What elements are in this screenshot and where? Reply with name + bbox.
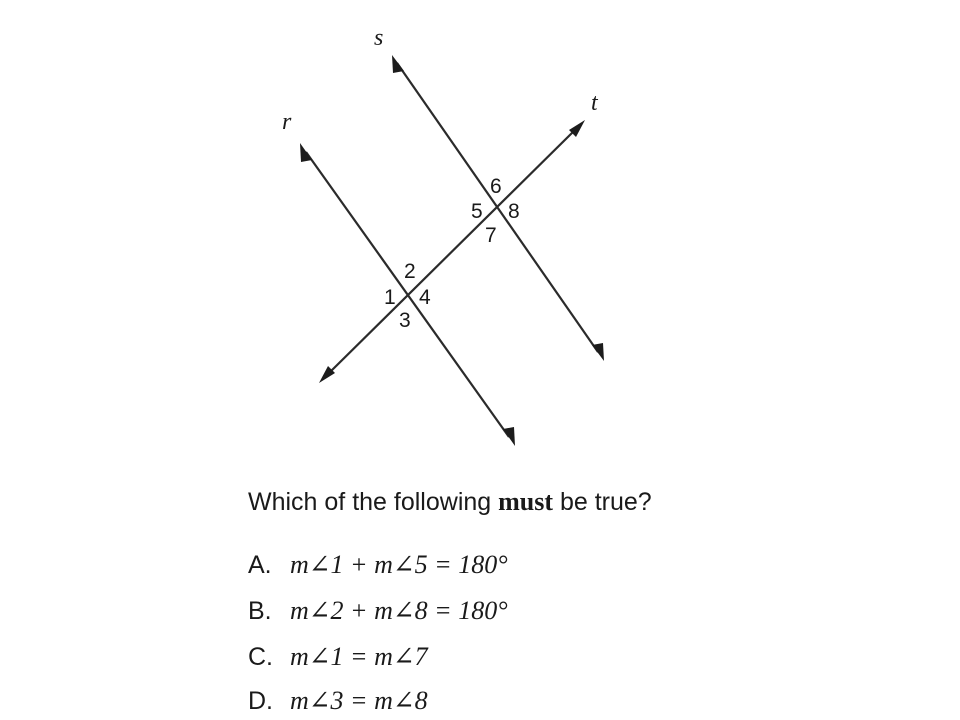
choice-c[interactable]	[248, 642, 428, 672]
choice-expression: m∠3 = m∠8	[290, 686, 428, 715]
choice-b[interactable]	[248, 596, 508, 626]
angle-5-label: 5	[471, 200, 483, 223]
choice-letter: D.	[248, 687, 273, 715]
choice-d[interactable]	[248, 686, 428, 716]
question-text	[248, 487, 652, 517]
angle-7-label: 7	[485, 224, 497, 247]
question-suffix: be true?	[553, 488, 652, 516]
line-s-label: s	[374, 25, 384, 51]
line-r-arrow-bottom	[503, 427, 515, 446]
choice-letter: B.	[248, 597, 272, 625]
angle-4-label: 4	[419, 286, 431, 309]
question-prefix: Which of the following	[248, 488, 499, 516]
line-s-arrow-bottom	[592, 343, 604, 361]
choice-expression: m∠1 = m∠7	[290, 642, 428, 671]
line-r-label: r	[282, 109, 292, 135]
angle-1-label: 1	[384, 286, 396, 309]
angle-3-label: 3	[399, 309, 411, 332]
angle-2-label: 2	[404, 260, 416, 283]
question-emphasis: must	[498, 487, 554, 516]
choice-expression: m∠2 + m∠8 = 180°	[290, 596, 508, 625]
choice-letter: C.	[248, 643, 273, 671]
line-t-label: t	[591, 90, 598, 116]
angle-8-label: 8	[508, 200, 520, 223]
choice-expression: m∠1 + m∠5 = 180°	[290, 550, 508, 579]
choice-a[interactable]	[248, 550, 508, 580]
choice-letter: A.	[248, 551, 272, 579]
angle-6-label: 6	[490, 175, 502, 198]
line-s-arrow-top	[392, 55, 404, 73]
line-t	[327, 128, 577, 375]
line-r-arrow-top	[300, 143, 312, 162]
